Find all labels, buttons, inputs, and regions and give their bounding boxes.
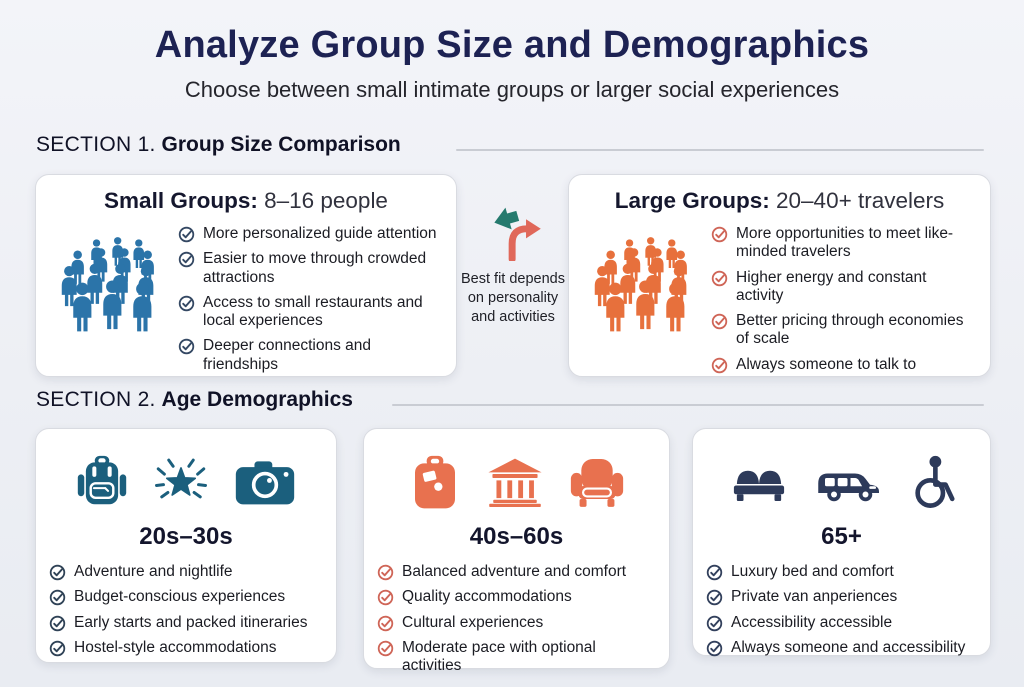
check-circle-icon [178,226,195,243]
small-groups-title-bold: Small Groups: [104,188,258,213]
list-item-text: Hostel-style accommodations [74,638,277,656]
list-item [706,588,980,606]
list-item [377,639,659,676]
age-card-65plus [692,428,991,656]
list-item [377,563,659,581]
list-item [49,614,326,632]
large-groups-title-bold: Large Groups: [614,188,770,213]
list-item [711,312,978,349]
page-title: Analyze Group Size and Demographics [154,24,870,66]
bed-icon [728,460,790,505]
list-item-text: More personalized guide attention [203,225,437,242]
age-card-label: 40s–60s [469,523,564,550]
list-item-text: Easier to move through crowded attractions [203,250,427,286]
check-circle-icon [178,295,195,312]
backpack-icon [77,455,127,510]
list-item-text: Balanced adventure and comfort [402,563,627,580]
list-item [706,614,980,632]
small-groups-title-rest: 8–16 people [257,188,388,213]
large-groups-card-title [569,188,990,214]
list-item-text: Cultural experiences [402,613,544,631]
check-circle-icon [706,640,723,657]
check-circle-icon [711,226,728,243]
list-item-text: Deeper connections and friendships [203,337,372,373]
large-groups-benefit-list [711,225,978,374]
check-circle-icon [49,564,66,581]
check-circle-icon [377,615,394,632]
list-item-text: Quality accommodations [402,588,572,606]
list-item [178,225,444,243]
check-circle-icon [49,589,66,606]
list-item [49,563,326,581]
list-item [711,225,978,262]
diverging-arrows-icon [480,207,546,261]
section2-label: SECTION 2. [36,388,156,411]
age-card-list [364,551,669,675]
list-item [49,588,326,606]
small-crowd-icon [44,222,178,374]
list-item-text: More opportunities to meet like-minded travelers [736,225,954,261]
check-circle-icon [178,251,195,268]
list-item [377,588,659,606]
list-item [178,294,444,331]
age-card-40s-60s [363,428,670,675]
list-item [711,356,978,374]
age-card-20s-30s [35,428,337,663]
connector-caption: Best fit depends on personality and activities [461,271,565,325]
van-icon [816,460,882,505]
museum-icon [486,457,544,507]
list-item-text: Private van anperiences [731,588,898,606]
camera-icon [235,459,295,506]
section2-header [36,388,353,412]
list-item-text: Higher energy and constant activity [736,268,927,304]
section1-title: Group Size Comparison [161,133,401,156]
list-item-text: Early starts and packed itineraries [74,613,308,631]
large-crowd-icon [577,222,711,374]
section2-divider [392,404,984,406]
check-circle-icon [377,640,394,657]
section1-divider [456,149,984,151]
section1-label: SECTION 1. [36,133,156,156]
list-item-text: Access to small restaurants and local experiences [203,293,423,330]
list-item-text: Moderate pace with optional activities [402,638,596,675]
armchair-icon [570,457,624,508]
age-card-icons [364,453,669,511]
list-item-text: Accessibility accessible [731,613,893,631]
check-circle-icon [377,564,394,581]
list-item-text: Budget-conscious experiences [74,588,286,606]
check-circle-icon [706,564,723,581]
check-circle-icon [711,270,728,287]
small-groups-card [35,174,457,377]
list-item [711,269,978,306]
list-item [49,639,326,657]
age-card-icons [693,453,990,511]
check-circle-icon [49,615,66,632]
star-burst-icon [153,456,209,508]
large-groups-title-rest: 20–40+ travelers [769,188,945,213]
check-circle-icon [178,338,195,355]
age-card-label: 20s–30s [139,523,233,550]
section1-header [36,133,401,157]
check-circle-icon [49,640,66,657]
list-item-text: Luxury bed and comfort [731,563,894,580]
section2-title: Age Demographics [161,388,353,411]
list-item [377,614,659,632]
check-circle-icon [706,615,723,632]
list-item-text: Always someone and accessibility [731,638,966,656]
list-item [706,563,980,581]
list-item-text: Better pricing through economies of scale [736,312,964,348]
list-item [706,639,980,657]
check-circle-icon [711,313,728,330]
age-card-label: 65+ [821,523,862,550]
age-card-list [693,551,990,657]
age-card-list [36,551,336,657]
list-item [178,337,444,374]
wheelchair-icon [908,455,956,509]
check-circle-icon [377,589,394,606]
small-groups-benefit-list [178,225,444,374]
suitcase-icon [410,455,460,510]
list-item-text: Adventure and nightlife [74,563,233,580]
large-groups-card [568,174,991,377]
age-card-icons [36,453,336,511]
list-item-text: Always someone to talk to [736,355,917,373]
check-circle-icon [706,589,723,606]
page-subtitle: Choose between small intimate groups or larger social experiences [184,77,840,102]
comparison-connector [457,207,569,327]
list-item [178,250,444,287]
small-groups-card-title [36,188,456,214]
check-circle-icon [711,357,728,374]
